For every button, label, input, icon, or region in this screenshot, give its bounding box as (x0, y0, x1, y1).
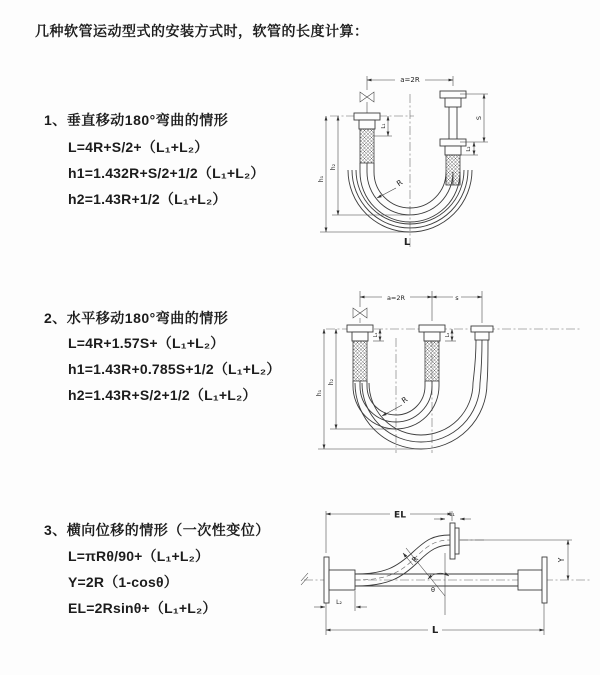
diagram-vertical-180-bend (312, 64, 596, 266)
dim-label-l2: L₂ (466, 146, 472, 152)
dim-label-el: EL (394, 510, 406, 521)
dimension-l (326, 603, 544, 636)
section-2-heading: 2、水平移动180°弯曲的情形 (44, 310, 229, 326)
left-flange-fitting (354, 113, 380, 163)
dimension-a2r (360, 291, 432, 321)
formula-el: EL=2Rsinθ+（L₁+L₂） (68, 600, 217, 616)
left-flange-fitting (324, 557, 355, 603)
formula-y: Y=2R（1-cosθ） (68, 574, 178, 590)
formula-h1: h1=1.43R+0.785S+1/2（L₁+L₂） (68, 361, 281, 377)
dim-label-h1: h₁ (316, 389, 323, 397)
dim-label-theta: θ (431, 586, 435, 594)
dim-label-l1: L₁ (373, 332, 379, 338)
dim-label-l2: L₂ (336, 599, 342, 606)
dim-label-h2: h₂ (330, 163, 337, 171)
dim-label-s: s (455, 294, 459, 302)
formula-h2: h2=1.43R+1/2（L₁+L₂） (68, 191, 227, 207)
right-flange-fitting-displaced (471, 326, 493, 340)
formula-h2: h2=1.43R+S/2+1/2（L₁+L₂） (68, 387, 257, 403)
left-flange-fitting (347, 325, 373, 381)
dim-label-l1: L₁ (381, 123, 387, 129)
formula-length: L=πRθ/90+（L₁+L₂） (68, 548, 210, 564)
dim-label-r: R (409, 554, 421, 565)
dim-label-r: R (399, 394, 410, 406)
dimension-s (460, 94, 488, 142)
section-1-heading: 1、垂直移动180°弯曲的情形 (44, 112, 229, 128)
dim-label-h1: h₁ (318, 175, 325, 183)
formula-length: L=4R+S/2+（L₁+L₂） (68, 139, 209, 155)
right-flange-fitting (518, 557, 547, 603)
dim-label-a2r: a=2R (400, 76, 420, 84)
page-title: 几种软管运动型式的安装方式时，软管的长度计算： (35, 23, 369, 39)
dim-label-s: S (475, 115, 483, 121)
valve-icon (353, 308, 367, 325)
dim-label-h2: h₂ (328, 378, 335, 386)
hose-braid (353, 341, 367, 381)
dimension-a2r (367, 75, 453, 91)
dim-label-l: L (431, 625, 439, 636)
dimension-l2 (445, 329, 456, 341)
hose-braid (425, 341, 439, 381)
dim-label-r: R (394, 177, 405, 189)
radius-callout (382, 395, 409, 416)
dim-label-y: Y (557, 557, 566, 563)
formula-length: L=4R+1.57S+（L₁+L₂） (68, 335, 225, 351)
middle-flange-fitting (419, 325, 445, 381)
dim-label-l2: L₂ (445, 332, 451, 338)
centerline-mark (301, 573, 308, 585)
dimension-s (432, 291, 482, 323)
section-3-heading: 3、横向位移的情形（一次性变位） (44, 522, 270, 538)
radius-callout (377, 178, 404, 198)
formula-h1: h1=1.432R+S/2+1/2（L₁+L₂） (68, 165, 265, 181)
upper-flange-fitting (450, 523, 459, 559)
diagram-horizontal-180-bend (312, 283, 596, 483)
right-flange-fitting-upper (440, 91, 466, 139)
hose-s-curve (355, 535, 450, 586)
hose-u-bend-displaced (355, 340, 488, 449)
dimension-el (326, 509, 452, 554)
dimension-h1 (316, 329, 421, 449)
dimension-l2 (314, 591, 367, 611)
diagram-lateral-displacement (300, 503, 600, 651)
hose-braid (360, 129, 374, 163)
dimension-l1 (434, 511, 471, 519)
dimension-l1 (373, 329, 384, 341)
valve-icon (360, 92, 374, 113)
dim-label-l: L (403, 237, 411, 248)
dim-label-a2r: a=2R (386, 294, 406, 302)
dim-label-l1: L₁ (449, 511, 455, 518)
